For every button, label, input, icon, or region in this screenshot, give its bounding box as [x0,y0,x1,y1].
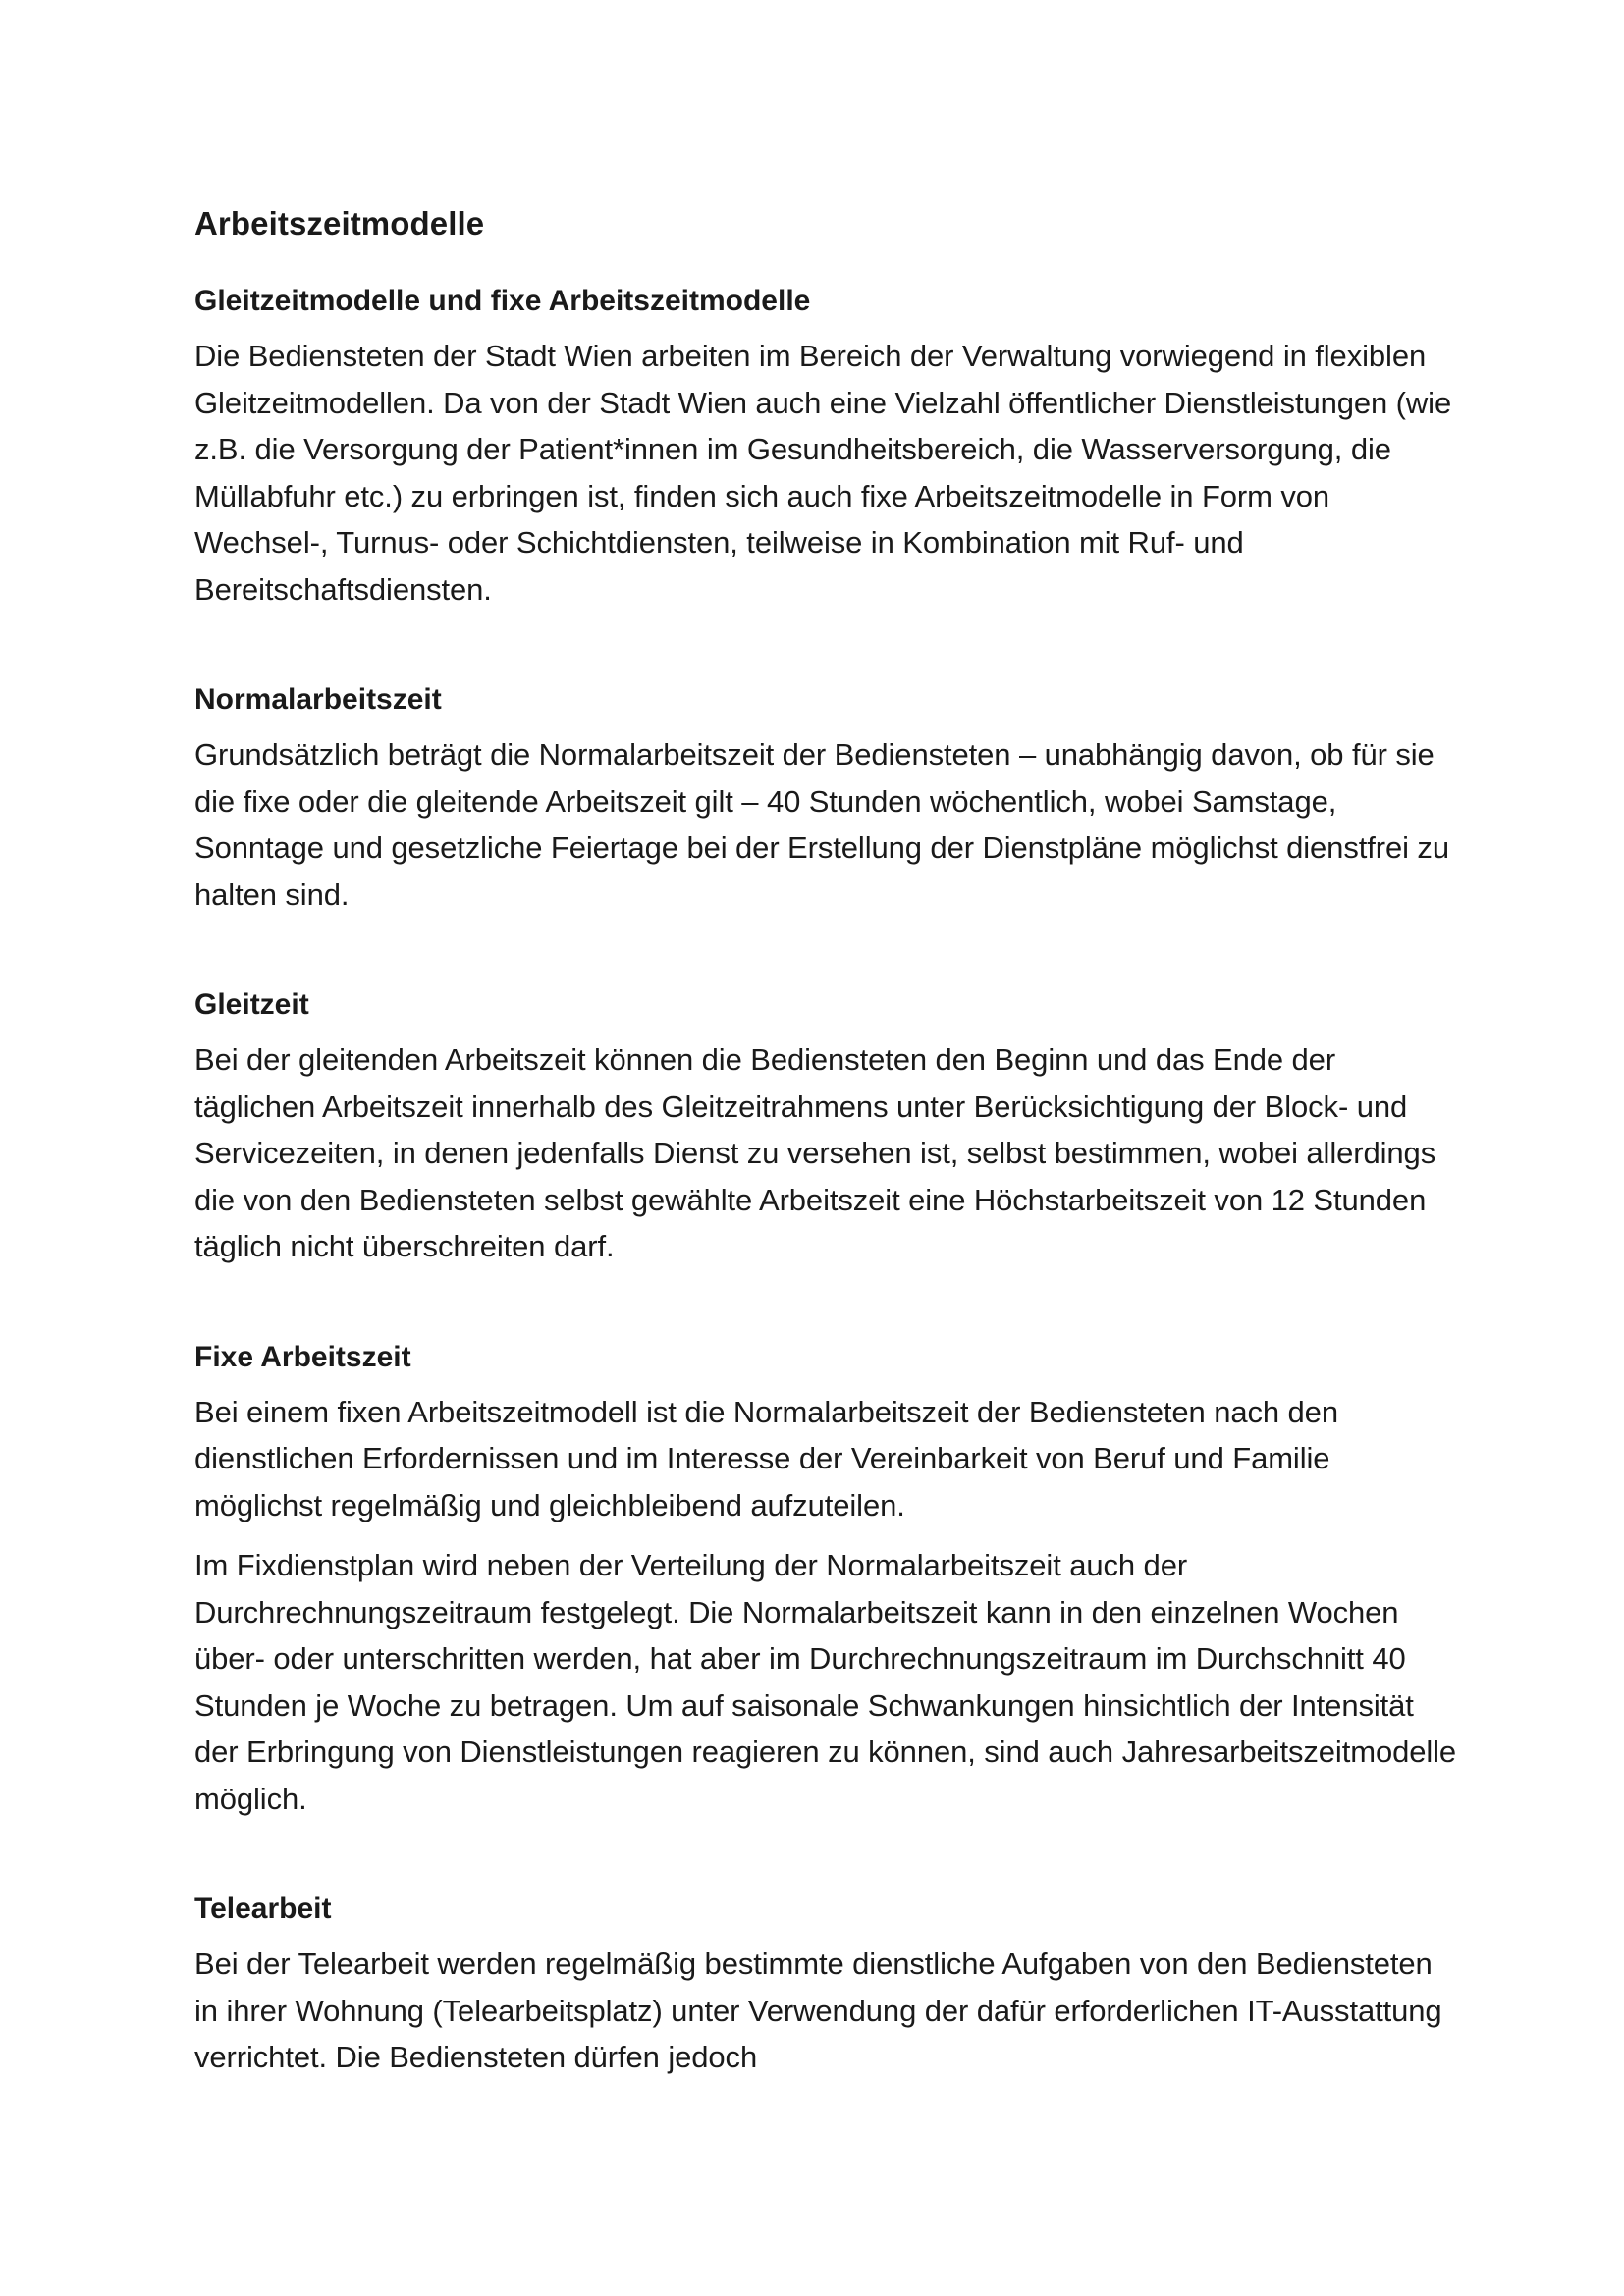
section-gleitzeit [194,986,1461,1270]
intro-paragraph: Die Bediensteten der Stadt Wien arbeiten im Bereich der Verwaltung vorwiegend in flexiblen Gleitzeitmodellen. Da von der Stadt Wien auch eine Vielzahl öffentlicher Dienstleistungen (wie z.B. die Versorgung der Patient*innen im Gesundheitsbereich, die Wasserversorgung, die Müllabfuhr etc.) zu erbringen ist, finden sich auch fixe Arbeitszeitmodelle in Form von Wechsel-, Turnus- oder Schichtdiensten, teilweise in Kombination mit Ruf- und Bereitschaftsdiensten. [194,339,1452,607]
section-normalarbeitszeit [194,680,1461,918]
section-paragraph: Bei der Telearbeit werden regelmäßig bestimmte dienstliche Aufgaben von den Bediensteten in ihrer Wohnung (Telearbeitsplatz) unter Verwendung der dafür erforderlichen IT-Ausstattung verrichtet. Die Bediensteten dürfen jedoch [194,1947,1442,2074]
document-page [194,192,1461,2081]
intro-section [194,282,1461,613]
document-subtitle: Gleitzeitmodelle und fixe Arbeitszeitmodelle [194,285,811,317]
document-title: Arbeitszeitmodelle [194,205,485,241]
section-heading: Gleitzeit [194,988,309,1021]
section-heading: Fixe Arbeitszeit [194,1340,411,1373]
section-paragraph: Grundsätzlich beträgt die Normalarbeitszeit der Bediensteten – unabhängig davon, ob für sie die fixe oder die gleitende Arbeitszeit gilt – 40 Stunden wöchentlich, wobei Samstage, Sonntage und gesetzliche Feiertage bei der Erstellung der Dienstpläne möglichst dienstfrei zu halten sind. [194,737,1449,912]
section-heading: Telearbeit [194,1893,332,1925]
section-telearbeit [194,1890,1461,2081]
section-heading: Normalarbeitszeit [194,683,442,716]
section-paragraph: Im Fixdienstplan wird neben der Verteilung der Normalarbeitszeit auch der Durchrechnungszeitraum festgelegt. Die Normalarbeitszeit kann in den einzelnen Wochen über- oder unterschritten werden, hat aber im Durchrechnungszeitraum im Durchschnitt 40 Stunden je Woche zu betragen. Um auf saisonale Schwankungen hinsichtlich der Intensität der Erbringung von Dienstleistungen reagieren zu können, sind auch Jahresarbeitszeitmodelle möglich. [194,1548,1457,1816]
section-fixe-arbeitszeit [194,1338,1461,1823]
section-paragraph: Bei einem fixen Arbeitszeitmodell ist die Normalarbeitszeit der Bediensteten nach den dienstlichen Erfordernissen und im Interesse der Vereinbarkeit von Beruf und Familie möglichst regelmäßig und gleichbleibend aufzuteilen. [194,1394,1338,1522]
section-paragraph: Bei der gleitenden Arbeitszeit können die Bediensteten den Beginn und das Ende der täglichen Arbeitszeit innerhalb des Gleitzeitrahmens unter Berücksichtigung der Block- und Servicezeiten, in denen jedenfalls Dienst zu versehen ist, selbst bestimmen, wobei allerdings die von den Bediensteten selbst gewählte Arbeitszeit eine Höchstarbeitszeit von 12 Stunden täglich nicht überschreiten darf. [194,1042,1436,1263]
